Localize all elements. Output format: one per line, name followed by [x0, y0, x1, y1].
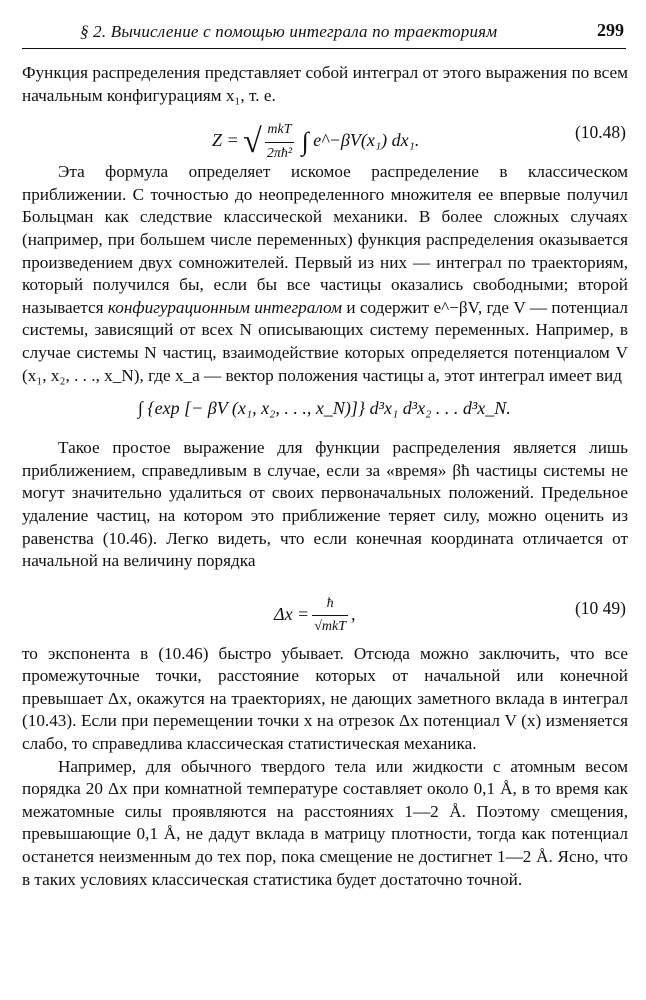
- eq-10-49-numerator: ħ: [312, 593, 348, 617]
- integral-icon: ∫: [301, 126, 309, 156]
- paragraph-3: Такое простое выражение для функции распределения является лишь приближением, справедливым в случае, если за «время» βħ частицы системы не могут значительно удалиться от своих первоначальных положений. Предельное удаление частиц, на котором это приближение теряет силу, можно оценить из равенства (10.46). Легко видеть, что если конечная координата отличается от начальной на величину порядка: [22, 438, 628, 571]
- eq-10-49-tail: ,: [351, 603, 356, 624]
- equation-10-49: [22, 579, 628, 637]
- configurational-integral-term: конфигурационным интегралом: [107, 297, 342, 317]
- equation-configurational-integral: [22, 391, 628, 431]
- equation-10-48-formula: [212, 119, 419, 165]
- eq-10-49-lhs: Δx =: [274, 603, 310, 624]
- eq-10-49-fraction: [312, 593, 348, 639]
- running-head: § 2. Вычисление с помощью интеграла по траекториям: [80, 22, 498, 41]
- paragraph-2-part-2: и содержит e^−βV, где V — потенциал системы, зависящий от всех N описывающих систему переменных. Например, в случае системы N частиц, взаимодействие которых определяется потенциалом V (x₁, x₂, . . ., x_N), где x_a — вектор положения частицы a, этот интеграл имеет вид: [22, 297, 628, 385]
- paragraph-1: Функция распределения представляет собой интеграл от этого выражения по всем начальным конфигурациям x₁, т. е.: [22, 63, 628, 105]
- paragraph-2-part-1: Эта формула определяет искомое распределение в классическом приближении. С точностью до неопределенного множителя ее впервые получил Больцман как следствие классической механики. В более сложных случаях (например, при большем числе переменных) функция распределения оказывается произведением двух сомножителей. Первый из них — интеграл по траекториям, который получился бы, если бы все частицы оказались свободными; второй называется: [22, 162, 628, 317]
- eq-10-48-numerator: mkT: [265, 119, 294, 143]
- paragraph-5: Например, для обычного твердого тела или жидкости с атомным весом порядка 20 Δx при комнатной температуре составляет около 0,1 Å, в то время как межатомные силы проявляются на расстояниях 1—2 Å. Поэтому смещения, превышающие 0,1 Å, не дадут вклада в матрицу плотности, тогда как потенциал останется неизменным до тех пор, пока смещение не достигнет 1—2 Å. Ясно, что в таких условиях классическая статистика будет достаточно точной.: [22, 756, 628, 889]
- eq-10-48-denominator: 2πħ²: [266, 145, 293, 161]
- configurational-integral-formula: ∫ {exp [− βV (x₁, x₂, . . ., x_N)]} d³x₁ d³x₂ . . . d³x_N.: [138, 398, 511, 419]
- equation-10-49-formula: [274, 593, 356, 639]
- equation-10-48: [22, 111, 628, 161]
- eq-10-48-fraction: [265, 119, 294, 165]
- page-header: [22, 18, 626, 49]
- equation-number-10-49: (10 49): [574, 597, 626, 618]
- eq-10-48-lhs: Z =: [212, 130, 239, 151]
- eq-10-49-denominator: √mkT: [314, 619, 346, 635]
- sqrt-icon: √: [243, 122, 262, 160]
- paragraph-2: [22, 161, 628, 387]
- page-body: [22, 62, 628, 891]
- page-number: 299: [597, 20, 624, 40]
- equation-number-10-48: (10.48): [574, 122, 626, 143]
- paragraph-4: то экспонента в (10.46) быстро убывает. Отсюда можно заключить, что все промежуточные точки, расстояние которых от начальной или конечной превышает Δx, окажутся на траекториях, не дающих заметного вклада в интеграл (10.43). Если при перемещении точки x на отрезок Δx потенциал V (x) изменяется слабо, то справедлива классическая статистическая механика.: [22, 643, 628, 754]
- eq-10-48-integrand: e^−βV(x₁) dx₁.: [313, 130, 420, 151]
